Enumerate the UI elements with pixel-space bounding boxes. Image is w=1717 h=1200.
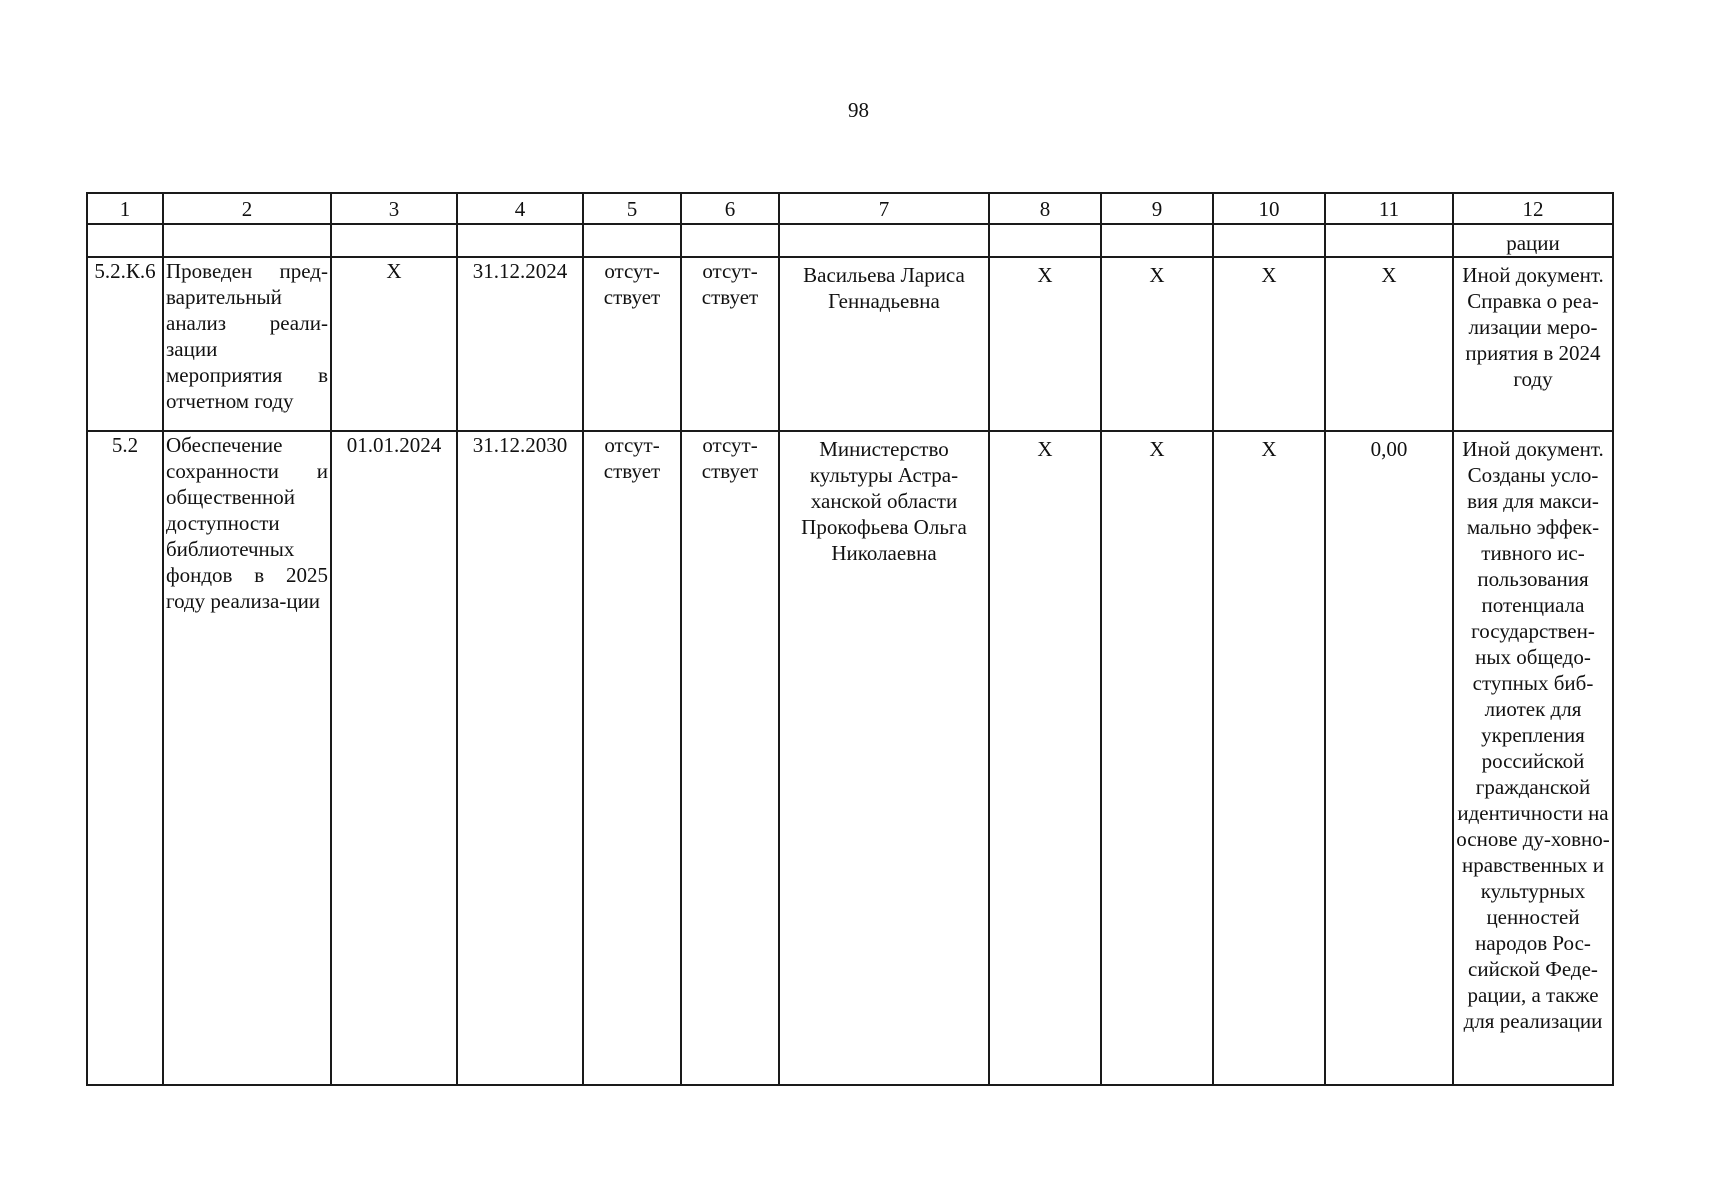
column-6-cell: отсут-ствует [681,431,779,1085]
continuation-cell [331,224,457,257]
column-number-4: 4 [457,193,583,224]
continuation-cell [163,224,331,257]
column-11-cell: Х [1325,257,1453,431]
column-5-cell: отсут-ствует [583,257,681,431]
column-5-cell: отсут-ствует [583,431,681,1085]
row-id-cell: 5.2 [87,431,163,1085]
column-number-12: 12 [1453,193,1613,224]
column-9-cell: Х [1101,431,1213,1085]
start-date-cell: 01.01.2024 [331,431,457,1085]
continuation-row [87,224,1613,257]
column-number-9: 9 [1101,193,1213,224]
table-row [87,431,1613,1085]
result-document-cell: Иной документ. Созданы усло-вия для макси-мально эффек-тивного ис-пользования потенциала государствен-ных общедо-ступных биб-лиотек для укрепления российской гражданской идентичности на основе ду-ховно-нравственных и культурных ценностей народов Рос-сийской Феде-рации, а также для реализации [1453,431,1613,1085]
end-date-cell: 31.12.2024 [457,257,583,431]
continuation-cell [681,224,779,257]
column-11-cell: 0,00 [1325,431,1453,1085]
continuation-cell [457,224,583,257]
event-name-cell: Обеспечение сохранности и общественной доступности библиотечных фондов в 2025 году реализа-ции [163,431,331,1085]
continuation-cell [1101,224,1213,257]
continuation-cell [87,224,163,257]
page-number: 98 [848,98,869,122]
column-8-cell: Х [989,431,1101,1085]
column-number-8: 8 [989,193,1101,224]
continuation-result-cell: рации [1453,224,1613,257]
continuation-cell [583,224,681,257]
column-number-row [87,193,1613,224]
event-name-cell: Проведен пред-варительный анализ реали-зации мероприятия в отчетном году [163,257,331,431]
column-number-6: 6 [681,193,779,224]
column-8-cell: Х [989,257,1101,431]
table-row [87,257,1613,431]
column-number-5: 5 [583,193,681,224]
end-date-cell: 31.12.2030 [457,431,583,1085]
column-number-7: 7 [779,193,989,224]
column-10-cell: Х [1213,257,1325,431]
events-table [86,192,1614,1086]
continuation-cell [1213,224,1325,257]
column-number-11: 11 [1325,193,1453,224]
row-id-cell: 5.2.К.6 [87,257,163,431]
column-number-10: 10 [1213,193,1325,224]
column-number-3: 3 [331,193,457,224]
responsible-cell: Министерство культуры Астра-ханской области Прокофьева Ольга Николаевна [779,431,989,1085]
column-9-cell: Х [1101,257,1213,431]
start-date-cell: Х [331,257,457,431]
responsible-cell: Васильева Лариса Геннадьевна [779,257,989,431]
continuation-cell [779,224,989,257]
column-number-1: 1 [87,193,163,224]
column-10-cell: Х [1213,431,1325,1085]
column-6-cell: отсут-ствует [681,257,779,431]
continuation-cell [1325,224,1453,257]
result-document-cell: Иной документ. Справка о реа-лизации меро-приятия в 2024 году [1453,257,1613,431]
continuation-cell [989,224,1101,257]
column-number-2: 2 [163,193,331,224]
